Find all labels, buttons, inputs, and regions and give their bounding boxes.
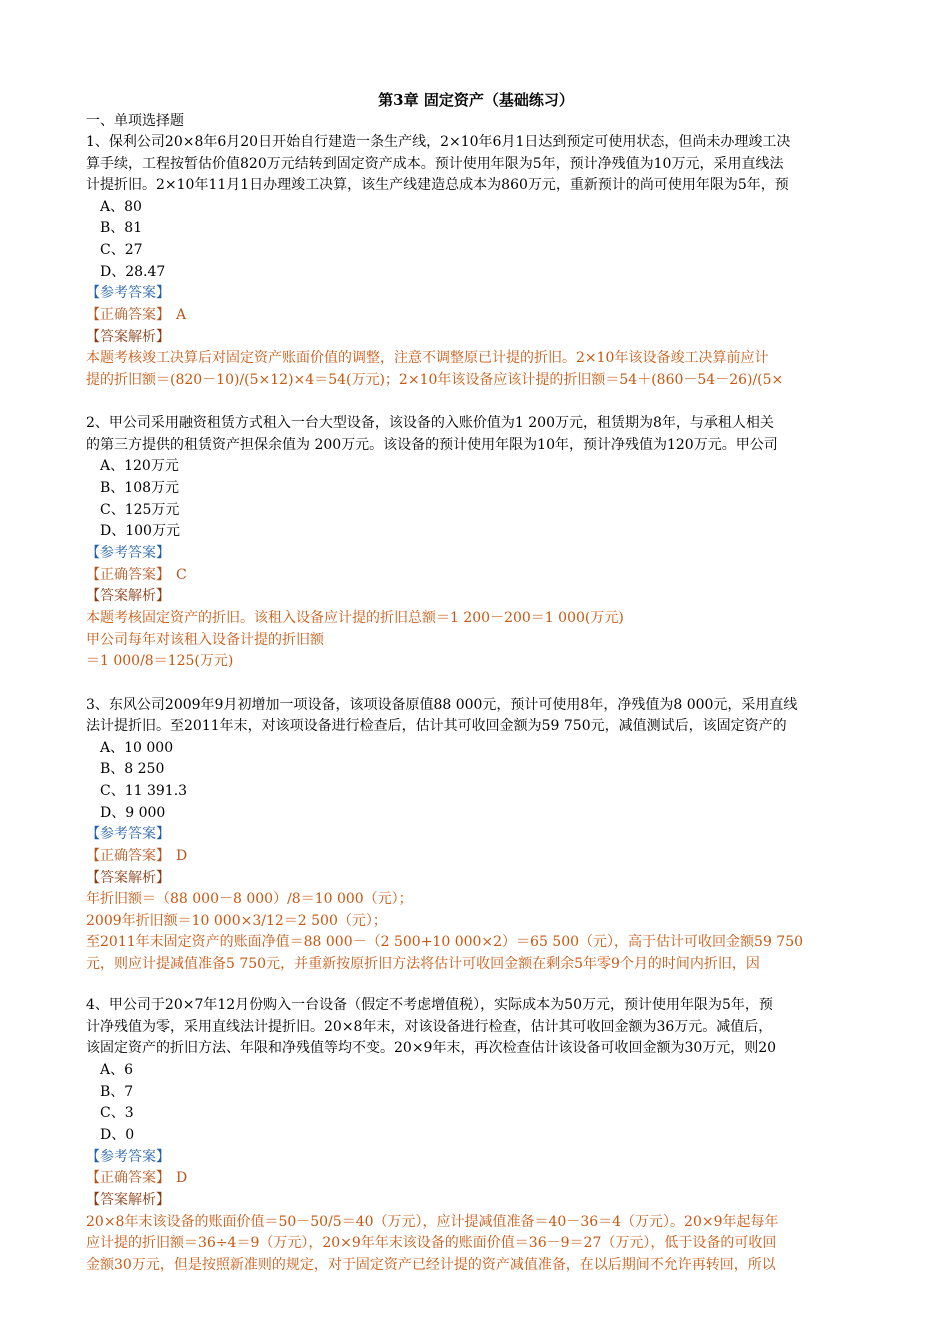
chapter-title: 第3章 固定资产（基础练习） xyxy=(378,91,574,109)
option-b: B、8 250 xyxy=(100,761,165,778)
option-b: B、81 xyxy=(100,220,143,237)
answer-analysis-label: 【答案解析】 xyxy=(86,328,170,345)
question-stem xyxy=(86,413,866,456)
explanation-line: 本题考核竣工决算后对固定资产账面价值的调整，注意不调整原已计提的折旧。2×10年该设备竣工决算前应计 xyxy=(86,350,769,367)
stem-line: 该固定资产的折旧方法、年限和净残值等均不变。20×9年末，再次检查估计该设备可收回金额为30万元，则20 xyxy=(86,1040,777,1057)
reference-answer-label[interactable]: 【参考答案】 xyxy=(86,285,170,302)
correct-answer xyxy=(86,305,866,327)
question-1 xyxy=(86,132,866,391)
explanation-line: 年折旧额＝（88 000－8 000）/8＝10 000（元）； xyxy=(86,891,413,908)
explanation-line: 提的折旧额＝(820－10)/(5×12)×4＝54(万元)；2×10年该设备应该计提的折旧额＝54＋(860－54－26)/(5× xyxy=(86,371,784,388)
question-4 xyxy=(86,995,866,1276)
reference-answer-label[interactable]: 【参考答案】 xyxy=(86,826,170,843)
correct-answer-value: D xyxy=(176,1170,188,1187)
explanation-line: 应计提的折旧额＝36÷4＝9（万元），20×9年年末该设备的账面价值＝36－9＝27（万元），低于设备的可收回 xyxy=(86,1235,777,1252)
explanation xyxy=(86,889,866,975)
correct-answer-value: A xyxy=(176,306,187,323)
option-a: A、120万元 xyxy=(100,458,179,475)
stem-line: 1、保利公司20×8年6月20日开始自行建造一条生产线，2×10年6月1日达到预定可使用状态，但尚未办理竣工决 xyxy=(86,134,791,150)
document-content xyxy=(86,90,866,1276)
stem-line: 计净残值为零，采用直线法计提折旧。20×8年末，对该设备进行检查，估计其可收回金额为36万元。减值后， xyxy=(86,1018,773,1035)
correct-answer-label: 【正确答案】 xyxy=(86,306,170,323)
answer-analysis-label: 【答案解析】 xyxy=(86,588,170,605)
option-b: B、7 xyxy=(100,1083,134,1100)
explanation-line: 甲公司每年对该租入设备计提的折旧额 xyxy=(86,631,324,648)
option-a: A、6 xyxy=(100,1061,134,1078)
stem-line: 算手续，工程按暂估价值820万元结转到固定资产成本。预计使用年限为5年，预计净残值为10万元，采用直线法 xyxy=(86,155,784,172)
answer-analysis-label: 【答案解析】 xyxy=(86,1192,170,1209)
option-d: D、0 xyxy=(100,1127,135,1143)
stem-line: 的第三方提供的租赁资产担保余值为 200万元。该设备的预计使用年限为10年，预计净残值为120万元。甲公司 xyxy=(86,436,778,453)
correct-answer-label: 【正确答案】 xyxy=(86,1170,170,1187)
spacer xyxy=(86,975,866,995)
correct-answer-label: 【正确答案】 xyxy=(86,566,170,583)
question-stem xyxy=(86,995,866,1060)
option-c: C、27 xyxy=(100,241,143,258)
option-c: C、11 391.3 xyxy=(100,783,188,799)
explanation-line: 金额30万元，但是按照新准则的规定，对于固定资产已经计提的资产减值准备，在以后期间不允许再转回，所以 xyxy=(86,1256,776,1273)
stem-line: 3、东风公司2009年9月初增加一项设备，该项设备原值88 000元，预计可使用8年，净残值为8 000元，采用直线 xyxy=(86,696,798,713)
option-b: B、108万元 xyxy=(100,480,180,496)
reference-answer-label[interactable]: 【参考答案】 xyxy=(86,545,170,562)
section-heading: 一、单项选择题 xyxy=(86,113,184,129)
explanation-line: 本题考核固定资产的折旧。该租入设备应计提的折旧总额＝1 200－200＝1 000(万元) xyxy=(86,610,624,627)
question-2 xyxy=(86,413,866,672)
explanation xyxy=(86,348,866,391)
option-c: C、3 xyxy=(100,1105,134,1122)
option-c: C、125万元 xyxy=(100,501,180,518)
explanation xyxy=(86,608,866,673)
stem-line: 计提折旧。2×10年11月1日办理竣工决算，该生产线建造总成本为860万元，重新预计的尚可使用年限为5年，预 xyxy=(86,177,789,193)
correct-answer xyxy=(86,1168,866,1190)
option-d: D、9 000 xyxy=(100,804,166,821)
explanation-line: 元，则应计提减值准备5 750元，并重新按原折旧方法将估计可收回金额在剩余5年零9个月的时间内折旧，因 xyxy=(86,955,760,972)
question-stem xyxy=(86,132,866,197)
correct-answer-value: D xyxy=(176,848,188,865)
explanation xyxy=(86,1212,866,1277)
option-a: A、80 xyxy=(100,198,142,215)
option-d: D、28.47 xyxy=(100,263,166,280)
option-d: D、100万元 xyxy=(100,523,180,540)
correct-answer xyxy=(86,565,866,587)
stem-line: 4、甲公司于20×7年12月份购入一台设备（假定不考虑增值税），实际成本为50万元，预计使用年限为5年，预 xyxy=(86,997,773,1014)
stem-line: 法计提折旧。至2011年末，对该项设备进行检查后，估计其可收回金额为59 750元，减值测试后，该固定资产的 xyxy=(86,718,787,735)
question-stem xyxy=(86,695,866,738)
correct-answer-label: 【正确答案】 xyxy=(86,848,170,865)
option-a: A、10 000 xyxy=(100,739,174,756)
question-3 xyxy=(86,695,866,976)
spacer xyxy=(86,673,866,695)
answer-analysis-label: 【答案解析】 xyxy=(86,869,170,886)
explanation-line: 20×8年末该设备的账面价值＝50－50/5＝40（万元），应计提减值准备＝40－36＝4（万元）。20×9年起每年 xyxy=(86,1213,779,1230)
reference-answer-label[interactable]: 【参考答案】 xyxy=(86,1148,170,1165)
explanation-line: ＝1 000/8＝125(万元) xyxy=(86,653,234,670)
spacer xyxy=(86,391,866,413)
correct-answer xyxy=(86,846,866,868)
explanation-line: 至2011年末固定资产的账面净值＝88 000－（2 500+10 000×2）＝65 500（元），高于估计可收回金额59 750 xyxy=(86,934,804,951)
stem-line: 2、甲公司采用融资租赁方式租入一台大型设备，该设备的入账价值为1 200万元，租赁期为8年，与承租人相关 xyxy=(86,415,774,432)
correct-answer-value: C xyxy=(176,566,187,583)
explanation-line: 2009年折旧额＝10 000×3/12＝2 500（元）； xyxy=(86,912,387,929)
